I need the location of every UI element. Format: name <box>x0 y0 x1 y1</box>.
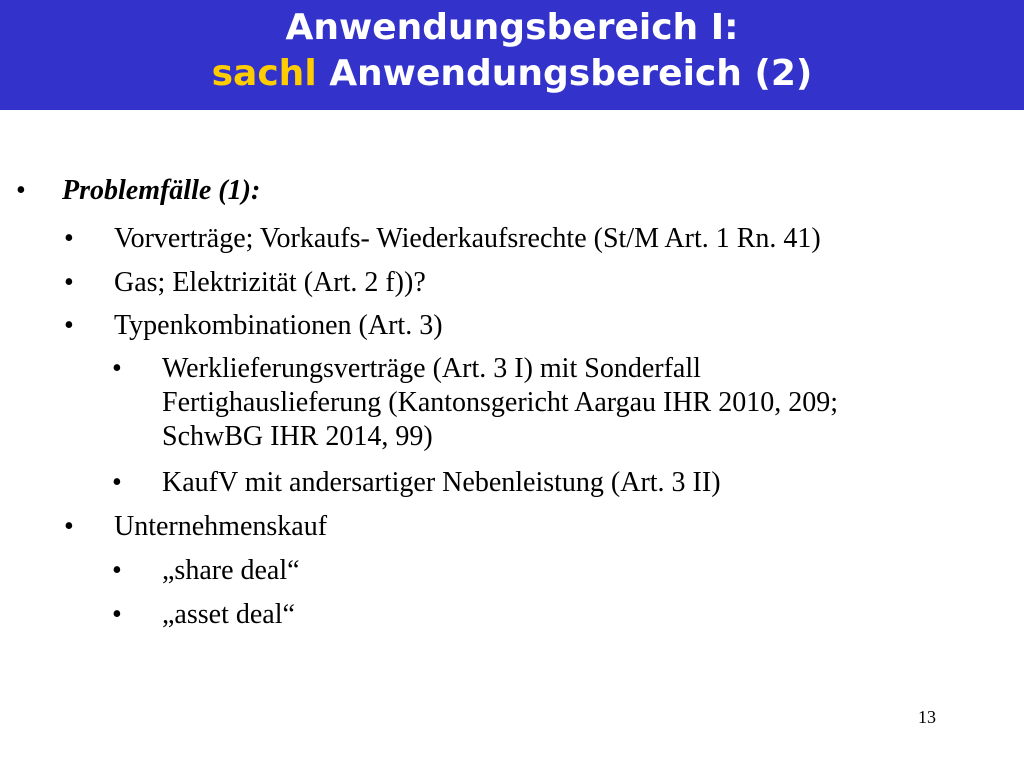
bullet: • <box>112 353 122 384</box>
bullet: • <box>16 175 26 206</box>
list-item: KaufV mit andersartiger Nebenleistung (Art. 3 II) <box>162 467 721 498</box>
list-item: Gas; Elektrizität (Art. 2 f))? <box>114 267 426 298</box>
bullet: • <box>112 599 122 630</box>
list-item-line: Werklieferungsverträge (Art. 3 I) mit Sonderfall <box>162 353 701 384</box>
list-item: Unternehmenskauf <box>114 511 328 542</box>
list-item: „share deal“ <box>162 555 300 586</box>
heading-problemfaelle: Problemfälle (1): <box>62 175 261 206</box>
bullet: • <box>112 555 122 586</box>
list-item-line: Fertighauslieferung (Kantonsgericht Aargau IHR 2010, 209; <box>162 387 839 418</box>
bullet: • <box>64 511 74 542</box>
bullet: • <box>64 267 74 298</box>
bullet: • <box>112 467 122 498</box>
list-item: Typenkombinationen (Art. 3) <box>114 310 443 341</box>
slide-title-rest: Anwendungsbereich (2) <box>316 53 813 94</box>
list-item-line: SchwBG IHR 2014, 99) <box>162 421 433 452</box>
bullet: • <box>64 223 74 254</box>
page-number: 13 <box>918 707 936 727</box>
bullet: • <box>64 310 74 341</box>
slide-title-line-1: Anwendungsbereich I: <box>285 7 739 48</box>
list-item: „asset deal“ <box>162 599 295 630</box>
list-item: Vorverträge; Vorkaufs- Wiederkaufsrechte (St/M Art. 1 Rn. 41) <box>114 223 821 254</box>
slide-title-accent: sachl <box>211 53 317 94</box>
